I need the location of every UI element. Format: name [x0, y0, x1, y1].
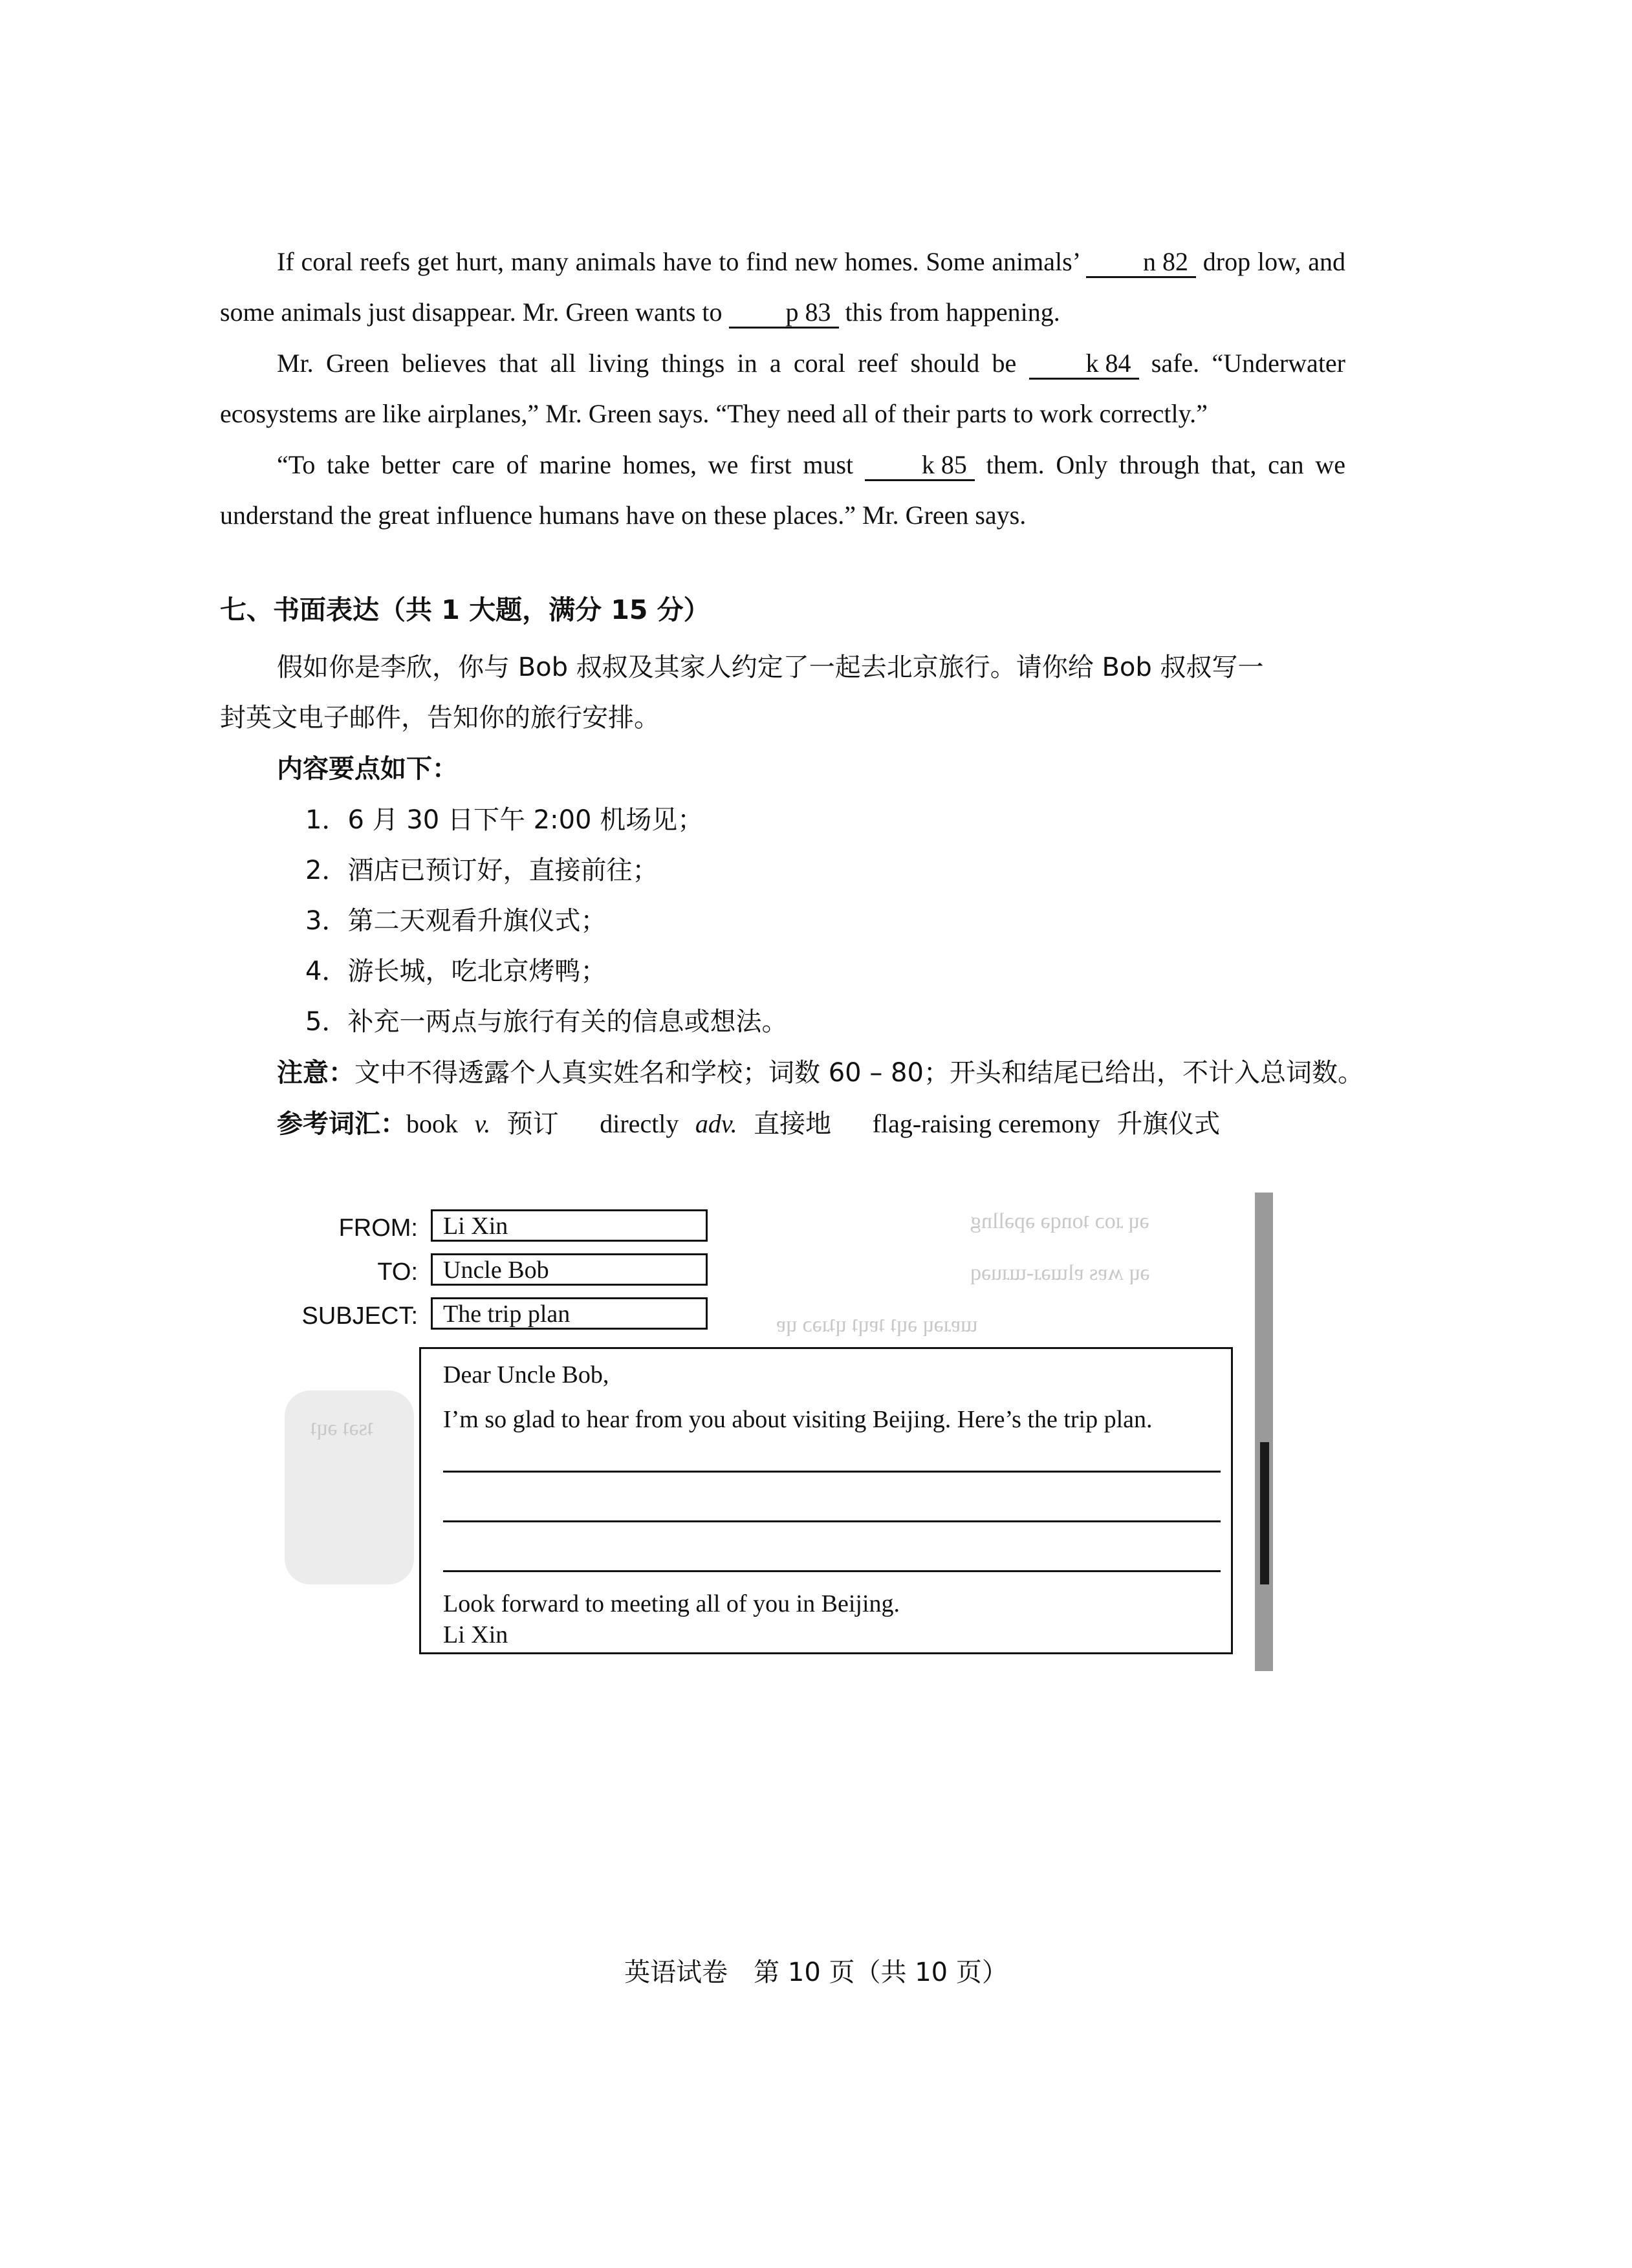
paragraph-text: Mr. Green believes that all living things in a coral reef should be — [277, 349, 1029, 378]
closing-line: Look forward to meeting all of you in Beijing. — [443, 1590, 900, 1617]
paragraph-text: If coral reefs get hurt, many animals have to find new homes. Some animals’ — [277, 247, 1086, 276]
note-text: 文中不得透露个人真实姓名和学校；词数 60 – 80；开头和结尾已给出，不计入总词数。 — [354, 1058, 1364, 1088]
prompt-line-1: 假如你是李欣，你与 Bob 叔叔及其家人约定了一起去北京旅行。请你给 Bob 叔叔写一 — [277, 653, 1264, 682]
vocab-cn: 直接地 — [754, 1109, 832, 1139]
bleed-through-text: ɯɐɹǝɥ ǝɥʇ ʇɐɥʇ ɥʇɹǝɔ ɥɐ — [776, 1313, 978, 1337]
blank-85[interactable]: k 85 — [865, 451, 975, 481]
to-label: TO: — [377, 1258, 418, 1286]
scan-edge-mark — [1260, 1442, 1269, 1584]
paragraph-text: this from happening. — [838, 297, 1060, 327]
point-item: 5．补充一两点与旅行有关的信息或想法。 — [305, 1007, 788, 1037]
bleed-through-text: ʇsǝʇ ǝɥʇ — [310, 1416, 374, 1440]
vocab-cn: 预订 — [506, 1109, 559, 1139]
writing-line[interactable] — [443, 1471, 1221, 1473]
vocab-word: flag-raising ceremony — [872, 1109, 1100, 1138]
paragraph-text: drop low, and some animals just disappear. Mr. Green wants to — [220, 247, 1345, 327]
writing-line[interactable] — [443, 1570, 1221, 1572]
point-item: 2．酒店已预订好，直接前往； — [305, 856, 658, 885]
note — [277, 1052, 1364, 1089]
subject-label: SUBJECT: — [301, 1302, 418, 1330]
paragraph-text: them. Only through that, can we understand the great influence humans have on these places.” Mr. Green says. — [220, 450, 1345, 530]
point-item: 4．游长城，吃北京烤鸭； — [305, 956, 607, 986]
from-field[interactable]: Li Xin — [431, 1209, 708, 1242]
signature: Li Xin — [443, 1621, 508, 1648]
bleed-through-text: ǝɥ ʍɐs ɐlɯǝɹ-ɯɹuǝq — [970, 1261, 1150, 1285]
section-heading: 七、书面表达（共 1 大题，满分 15 分） — [220, 594, 710, 625]
page-footer: 英语试卷 第 10 页（共 10 页） — [624, 1958, 1008, 1987]
blank-82[interactable]: n 82 — [1086, 248, 1196, 278]
writing-line[interactable] — [443, 1520, 1221, 1522]
opening-line: I’m so glad to hear from you about visiting Beijing. Here’s the trip plan. — [443, 1406, 1153, 1433]
subject-field[interactable]: The trip plan — [431, 1297, 708, 1330]
note-label: 注意： — [277, 1058, 354, 1088]
vocab-line — [277, 1103, 1220, 1140]
vocab-word: directly — [600, 1109, 679, 1138]
point-item: 1．6 月 30 日下午 2:00 机场见； — [305, 805, 704, 835]
paragraph-text: “To take better care of marine homes, we first must — [277, 450, 865, 479]
passage-paragraph-2 — [220, 338, 1345, 439]
from-label: FROM: — [338, 1215, 418, 1242]
vocab-word: book — [406, 1109, 458, 1138]
scan-edge-shadow — [1255, 1193, 1273, 1671]
paragraph-text: safe. “Underwater ecosystems are like airplanes,” Mr. Green says. “They need all of their parts to work correctly.” — [220, 349, 1346, 428]
greeting: Dear Uncle Bob, — [443, 1361, 609, 1388]
points-title: 内容要点如下： — [277, 754, 458, 784]
blank-84[interactable]: k 84 — [1029, 349, 1139, 380]
passage-paragraph-3 — [220, 440, 1345, 541]
vocab-cn: 升旗仪式 — [1116, 1109, 1221, 1139]
vocab-pos: v. — [474, 1109, 491, 1138]
email-body[interactable] — [419, 1347, 1233, 1654]
blank-83[interactable]: p 83 — [729, 298, 839, 329]
vocab-label: 参考词汇： — [277, 1109, 406, 1139]
point-item: 3．第二天观看升旗仪式； — [305, 906, 607, 936]
bleed-through-text: ǝɥ ɹoɔ ʇonqǝ ǝpǝllng — [970, 1209, 1149, 1233]
vocab-pos: adv. — [695, 1109, 737, 1138]
to-field[interactable]: Uncle Bob — [431, 1253, 708, 1286]
prompt-line-2: 封英文电子邮件，告知你的旅行安排。 — [220, 703, 660, 733]
passage-paragraph-1 — [220, 237, 1345, 338]
